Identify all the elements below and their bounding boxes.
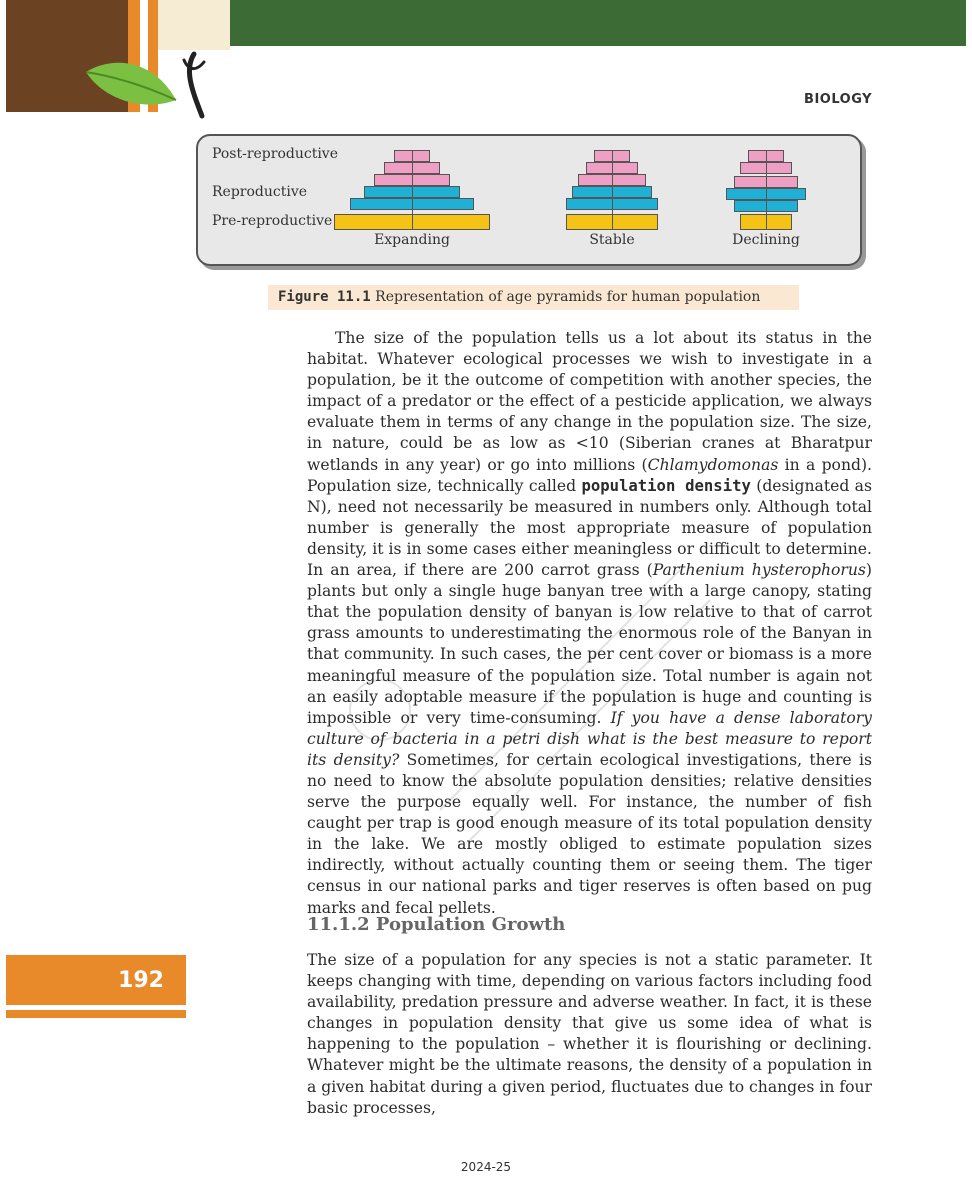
bold-term: population density — [581, 476, 751, 495]
pyramid-label-stable: Stable — [589, 232, 635, 248]
label-pre-reproductive: Pre-reproductive — [212, 213, 333, 229]
header-green-band — [230, 0, 966, 46]
footer-year: 2024-25 — [460, 1160, 512, 1174]
section-heading: 11.1.2 Population Growth — [307, 914, 566, 935]
italic-term: Parthenium hysterophorus — [652, 561, 866, 580]
text-run: The size of the population tells us a lot about its status in the habitat. Whatever ecological processes we wish to investigate in a population, be it the outcome of competition with another species, the impact of a predator or the effect of a pesticide application, we always evaluate them in terms of any change in the population size. The size, in nature, could be as low as <10 (Siberian cranes at Bharatpur wetlands in any year) or go into millions ( — [307, 329, 872, 474]
header-subject: BIOLOGY — [804, 92, 872, 107]
paragraph-text: The size of a population for any species is not a static parameter. It keeps changing with time, depending on various factors including food availability, predation pressure and adverse weather. In fact, it is these changes in population density that give us some idea of what is happening to the population – whether it is flourishing or declining. Whatever might be the ultimate reasons, the density of a population in a given habitat during a given period, fluctuates due to changes in four basic processes, — [307, 951, 872, 1117]
page-number-underline — [6, 1010, 186, 1018]
italic-question: If you have a dense laboratory culture of bacteria in a petri dish what is the best measure to report its density? — [307, 708, 872, 769]
age-pyramid-figure — [196, 134, 862, 266]
text-run: (designated as N), need not necessarily be measured in numbers only. Although total number is generally the most appropriate measure of population density, it is in some cases either meaningless or difficult to determine. In an area, if there are 200 carrot grass ( — [307, 476, 872, 580]
page-number-text: 192 — [118, 967, 164, 993]
pyramid-label-expanding: Expanding — [374, 232, 450, 248]
italic-term: Chlamydomonas — [647, 455, 779, 474]
text-run: Sometimes, for certain ecological investigations, there is no need to know the absolute population densities; relative densities serve the purpose equally well. For instance, the number of fish caught per trap is good enough measure of its total population density in the lake. We are mostly obliged to estimate population sizes indirectly, without actually counting them or seeing them. The tiger census in our national parks and tiger reserves is often based on pug marks and fecal pellets. — [307, 750, 872, 917]
caption-label: Figure 11.1 — [278, 289, 371, 305]
caption-text: Representation of age pyramids for human population — [375, 289, 761, 305]
pyramid-axis — [412, 150, 413, 230]
figure-caption — [268, 285, 799, 310]
pyramid-label-declining: Declining — [732, 232, 800, 248]
header-cream-band — [158, 0, 230, 50]
leaf-logo-icon — [84, 50, 214, 120]
body-paragraph-2 — [307, 950, 872, 1119]
text-run: in a pond). Population size, technically called — [307, 455, 873, 495]
pyramid-axis — [766, 150, 767, 230]
label-reproductive: Reproductive — [212, 184, 308, 200]
pyramid-axis — [612, 150, 613, 230]
text-run: ) plants but only a single huge banyan tree with a large canopy, stating that the population density of banyan is low relative to that of carrot grass amounts to underestimating the enormous role of the Banyan in that community. In such cases, the per cent cover or biomass is a more meaningful measure of the population size. Total number is again not an easily adoptable measure if the population is huge and counting is impossible or very time-consuming. — [307, 561, 872, 727]
page-number — [6, 955, 186, 1005]
label-post-reproductive: Post-reproductive — [212, 146, 338, 162]
body-paragraph-1 — [307, 328, 872, 919]
